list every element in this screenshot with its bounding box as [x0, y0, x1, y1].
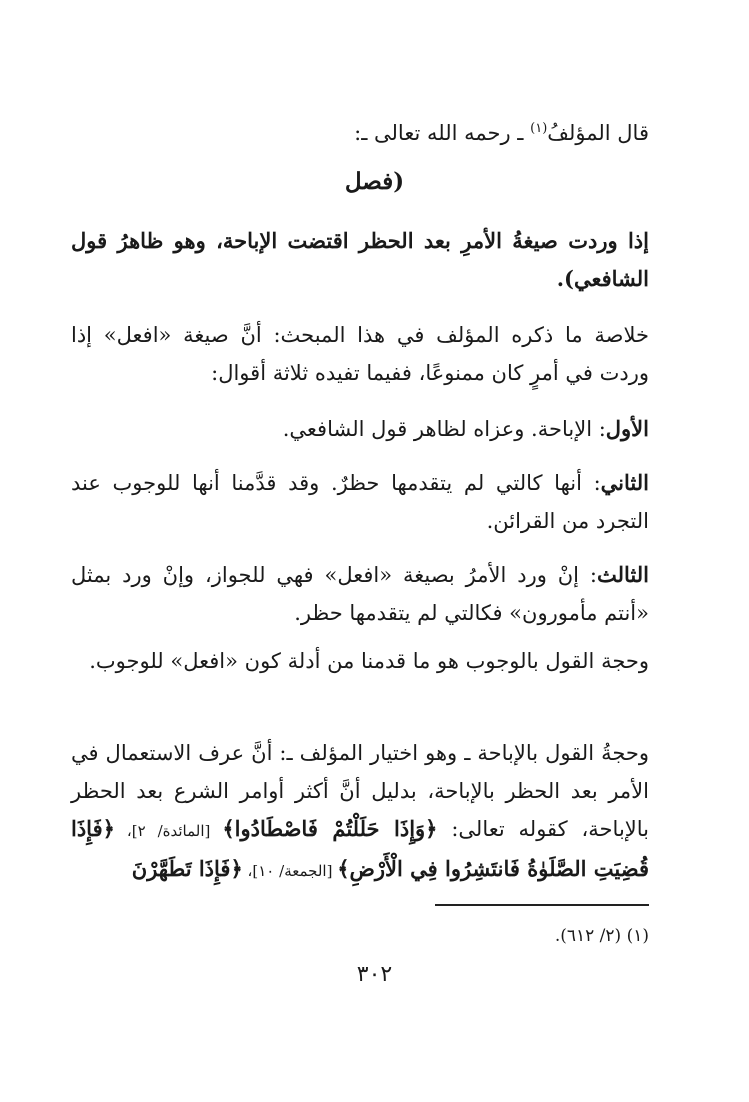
page-number: ٣٠٢	[356, 962, 393, 987]
opinion-first	[71, 410, 649, 448]
author-intro-suffix: ـ رحمه الله تعالى ـ:	[354, 121, 531, 145]
footnote-reference[interactable]: (١)	[530, 121, 548, 136]
opinion-third	[71, 556, 649, 632]
opinion-second	[71, 464, 649, 540]
summary-paragraph: خلاصة ما ذكره المؤلف في هذا المبحث: أنَّ صيغة «افعل» إذا وردت في أمرٍ كان ممنوعًا، ففيما تفيده ثلاثة أقوال:	[71, 323, 649, 385]
author-intro-text: قال المؤلفُ	[547, 121, 649, 145]
author-intro	[71, 110, 649, 152]
opinion-second-label: الثاني	[600, 470, 649, 495]
permissibility-intro: وحجةُ القول بالإباحة ـ وهو اختيار المؤلف ـ: أنَّ عرف الاستعمال في الأمر بعد الحظر بالإباحة، بدليل أنَّ أكثر أوامر الشرع بعد الحظر بالإباحة، كقوله تعالى:	[71, 741, 650, 841]
footnote: (١) (٢/ ٦١٢).	[554, 926, 649, 946]
footnote-divider	[435, 904, 649, 906]
quran-verse-1: ﴿وَإِذَا حَلَلْتُمْ فَاصْطَادُوا﴾	[222, 816, 438, 841]
opinion-third-text: : إنْ ورد الأمرُ بصيغة «افعل» فهي للجواز، وإنْ ورد بمثل «أنتم مأمورون» فكالتي لم يتقدمها حظر.	[71, 563, 649, 625]
opinion-second-text: : أنها كالتي لم يتقدمها حظرٌ. وقد قدَّمنا أنها للوجوب عند التجرد من القرائن.	[71, 471, 649, 533]
opinion-first-label: الأول	[605, 416, 649, 441]
verse-citation-2: [الجمعة/ ١٠]،	[242, 862, 338, 880]
verse-citation-1: [المائدة/ ٢]،	[114, 822, 223, 840]
main-rule: إذا وردت صيغةُ الأمرِ بعد الحظر اقتضت الإباحة، وهو ظاهرُ قول الشافعي).	[71, 228, 649, 291]
permissibility-argument	[71, 734, 649, 890]
opinion-first-text: : الإباحة. وعزاه لظاهر قول الشافعي.	[282, 417, 606, 441]
opinion-third-label: الثالث	[597, 562, 649, 587]
quran-verse-3: ﴿فَإِذَا تَطَهَّرْنَ	[131, 856, 243, 881]
section-title: (فصل	[344, 168, 405, 195]
obligation-argument: وحجة القول بالوجوب هو ما قدمنا من أدلة كون «افعل» للوجوب.	[89, 649, 649, 673]
quran-verse-2: ﴿فَإِذَا قُضِيَتِ الصَّلَوٰةُ فَانتَشِرُوا فِي الْأَرْضِ﴾	[71, 816, 649, 881]
